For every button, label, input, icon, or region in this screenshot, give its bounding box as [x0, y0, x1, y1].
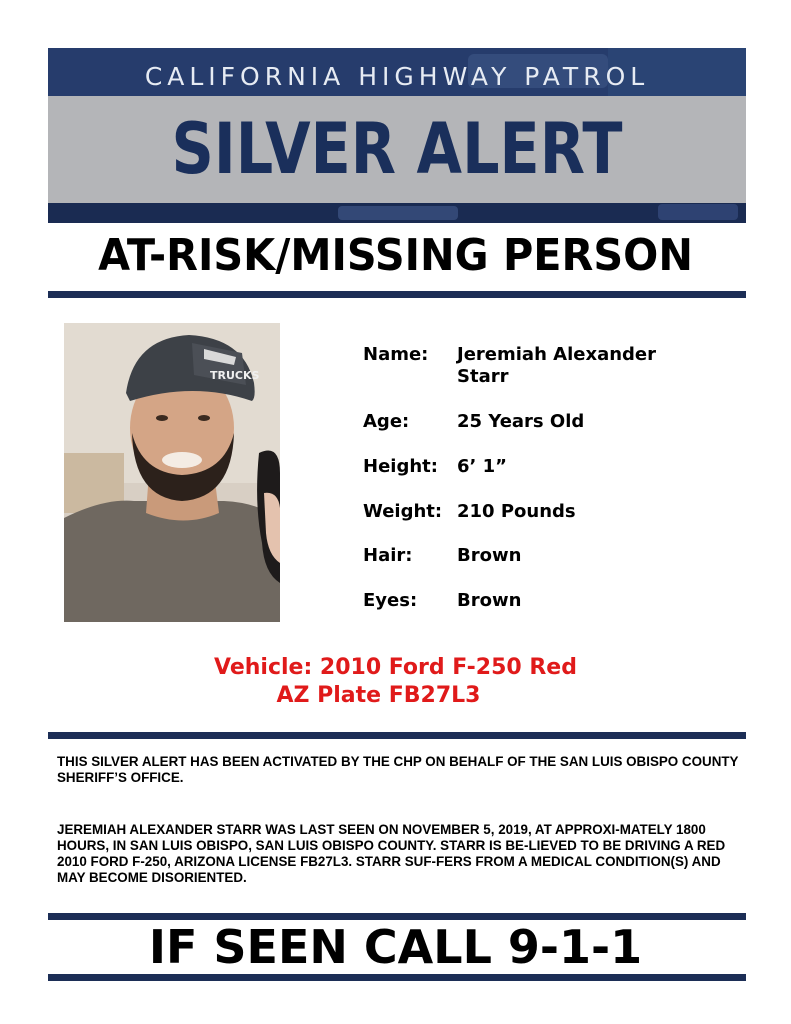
- detail-value-name: Jeremiah Alexander Starr: [457, 344, 656, 387]
- incident-paragraph: JEREMIAH ALEXANDER STARR WAS LAST SEEN ON NOVEMBER 5, 2019, AT APPROXI-MATELY 1800 HOURS, IN SAN LUIS OBISPO, SAN LUIS OBISPO COUNTY. STARR IS BE-LIEVED TO BE DRIVING A RED 2010 FORD F-250, ARIZONA LICENSE FB27L3. STARR SUF-FERS FROM A MEDICAL CONDITION(S) AND MAY BECOME DISORIENTED.: [57, 822, 726, 885]
- detail-value-hair: Brown: [457, 545, 522, 566]
- vehicle-line-2: AZ Plate FB27L3: [276, 683, 481, 708]
- activation-paragraph: THIS SILVER ALERT HAS BEEN ACTIVATED BY THE CHP ON BEHALF OF THE SAN LUIS OBISPO COUNTY SHERIFF’S OFFICE.: [57, 754, 739, 785]
- alert-band: [48, 96, 746, 203]
- detail-label: Name:: [363, 344, 429, 365]
- divider-top: [48, 291, 746, 298]
- page-title: AT-RISK/MISSING PERSON: [98, 230, 693, 281]
- alert-type-title: SILVER ALERT: [171, 108, 623, 190]
- detail-value-age: 25 Years Old: [457, 411, 585, 432]
- cap-lettering: TRUCKS: [210, 369, 260, 382]
- header-banner: [48, 48, 746, 223]
- person-photo-image: [64, 323, 280, 622]
- detail-label: Weight:: [363, 501, 443, 522]
- detail-label: Hair:: [363, 545, 413, 566]
- detail-label: Eyes:: [363, 590, 418, 611]
- person-photo: [64, 323, 280, 622]
- detail-label: Age:: [363, 411, 410, 432]
- agency-name: CALIFORNIA HIGHWAY PATROL: [144, 62, 650, 91]
- detail-value-eyes: Brown: [457, 590, 522, 611]
- call-to-action: IF SEEN CALL 9-1-1: [148, 920, 643, 974]
- vehicle-line-1: Vehicle: 2010 Ford F-250 Red: [214, 655, 577, 680]
- detail-value-weight: 210 Pounds: [457, 501, 576, 522]
- detail-label: Height:: [363, 456, 438, 477]
- detail-value-height: 6’ 1”: [457, 456, 507, 477]
- divider-bottom-upper: [48, 913, 746, 920]
- divider-middle: [48, 732, 746, 739]
- divider-bottom-lower: [48, 974, 746, 981]
